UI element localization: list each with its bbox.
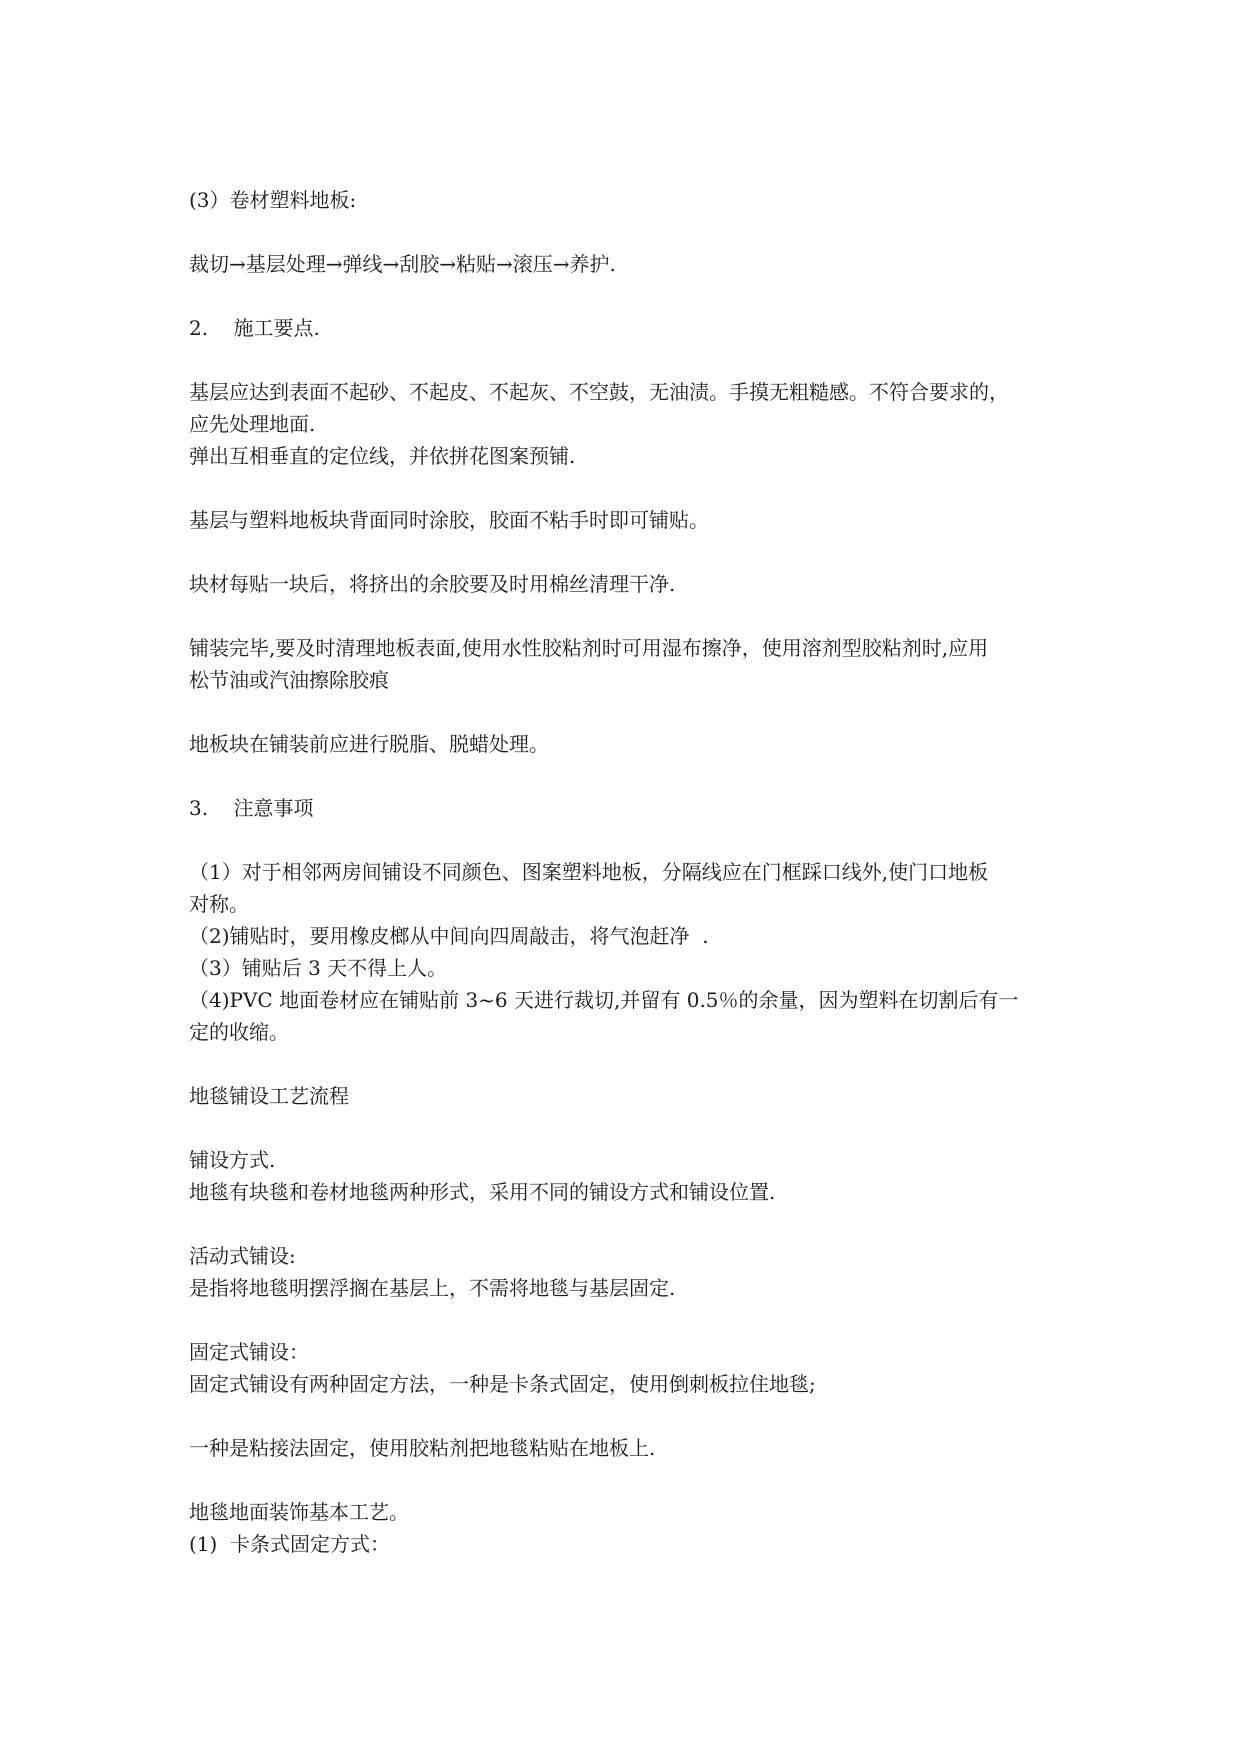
text-line: 一种是粘接法固定，使用胶粘剂把地毯粘贴在地板上. bbox=[189, 1436, 656, 1460]
text-line: （2)铺贴时，要用橡皮榔从中间向四周敲击，将气泡赶净 . bbox=[189, 924, 709, 948]
text-line: 铺设方式. bbox=[189, 1148, 276, 1172]
document-body bbox=[189, 184, 1069, 1560]
text-line: 定的收缩。 bbox=[189, 1020, 289, 1044]
paragraph-finish bbox=[189, 632, 1069, 696]
paragraph-degrease bbox=[189, 728, 1069, 760]
text-line: 应先处理地面. bbox=[189, 412, 316, 436]
heading-roll-plastic-floor bbox=[189, 184, 1069, 216]
paragraph-adhesive-fixing bbox=[189, 1432, 1069, 1464]
text-line: 3. 注意事项 bbox=[189, 796, 314, 820]
text-line: 地毯铺设工艺流程 bbox=[189, 1084, 349, 1108]
paragraph-laying-method bbox=[189, 1144, 1069, 1208]
text-line: 地毯地面装饰基本工艺。 bbox=[189, 1500, 409, 1524]
paragraph-carpet-basic-process bbox=[189, 1496, 1069, 1560]
section-heading-construction-points bbox=[189, 312, 1069, 344]
text-line: 铺装完毕,要及时清理地板表面,使用水性胶粘剂时可用湿布擦净，使用溶剂型胶粘剂时,应用 bbox=[189, 636, 989, 660]
section-heading-carpet bbox=[189, 1080, 1069, 1112]
paragraph-base-layer bbox=[189, 376, 1069, 472]
text-line: 活动式铺设: bbox=[189, 1244, 296, 1268]
paragraph-loose-laying bbox=[189, 1240, 1069, 1304]
process-flow bbox=[189, 248, 1069, 280]
text-line: 块材每贴一块后，将挤出的余胶要及时用棉丝清理干净. bbox=[189, 572, 676, 596]
text-line: 基层应达到表面不起砂、不起皮、不起灰、不空鼓，无油渍。手摸无粗糙感。不符合要求的， bbox=[189, 380, 1009, 404]
text-line: 基层与塑料地板块背面同时涂胶，胶面不粘手时即可铺贴。 bbox=[189, 508, 709, 532]
text-line: （1）对于相邻两房间铺设不同颜色、图案塑料地板，分隔线应在门框踩口线外,使门口地板 bbox=[189, 860, 989, 884]
paragraph-cleanup bbox=[189, 568, 1069, 600]
paragraph-glue bbox=[189, 504, 1069, 536]
paragraph-fixed-laying bbox=[189, 1336, 1069, 1400]
text-line: (1) 卡条式固定方式： bbox=[189, 1532, 391, 1556]
text-line: 固定式铺设有两种固定方法，一种是卡条式固定，使用倒刺板拉住地毯; bbox=[189, 1372, 816, 1396]
text-line: 2. 施工要点. bbox=[189, 316, 320, 340]
text-line: 松节油或汽油擦除胶痕 bbox=[189, 668, 389, 692]
text-line: 对称。 bbox=[189, 892, 249, 916]
text-line: 裁切→基层处理→弹线→刮胶→粘贴→滚压→养护. bbox=[189, 252, 616, 276]
notes-list bbox=[189, 856, 1069, 1048]
text-line: （3）铺贴后 3 天不得上人。 bbox=[189, 956, 448, 980]
section-heading-notes bbox=[189, 792, 1069, 824]
text-line: 地板块在铺装前应进行脱脂、脱蜡处理。 bbox=[189, 732, 549, 756]
text-line: 是指将地毯明摆浮搁在基层上，不需将地毯与基层固定. bbox=[189, 1276, 676, 1300]
text-line: 地毯有块毯和卷材地毯两种形式，采用不同的铺设方式和铺设位置. bbox=[189, 1180, 776, 1204]
text-line: (3）卷材塑料地板: bbox=[189, 188, 357, 212]
text-line: （4)PVC 地面卷材应在铺贴前 3~6 天进行裁切,并留有 0.5％的余量，因为塑料在切割后有一 bbox=[189, 988, 1019, 1012]
text-line: 弹出互相垂直的定位线，并依拼花图案预铺. bbox=[189, 444, 576, 468]
text-line: 固定式铺设： bbox=[189, 1340, 309, 1364]
